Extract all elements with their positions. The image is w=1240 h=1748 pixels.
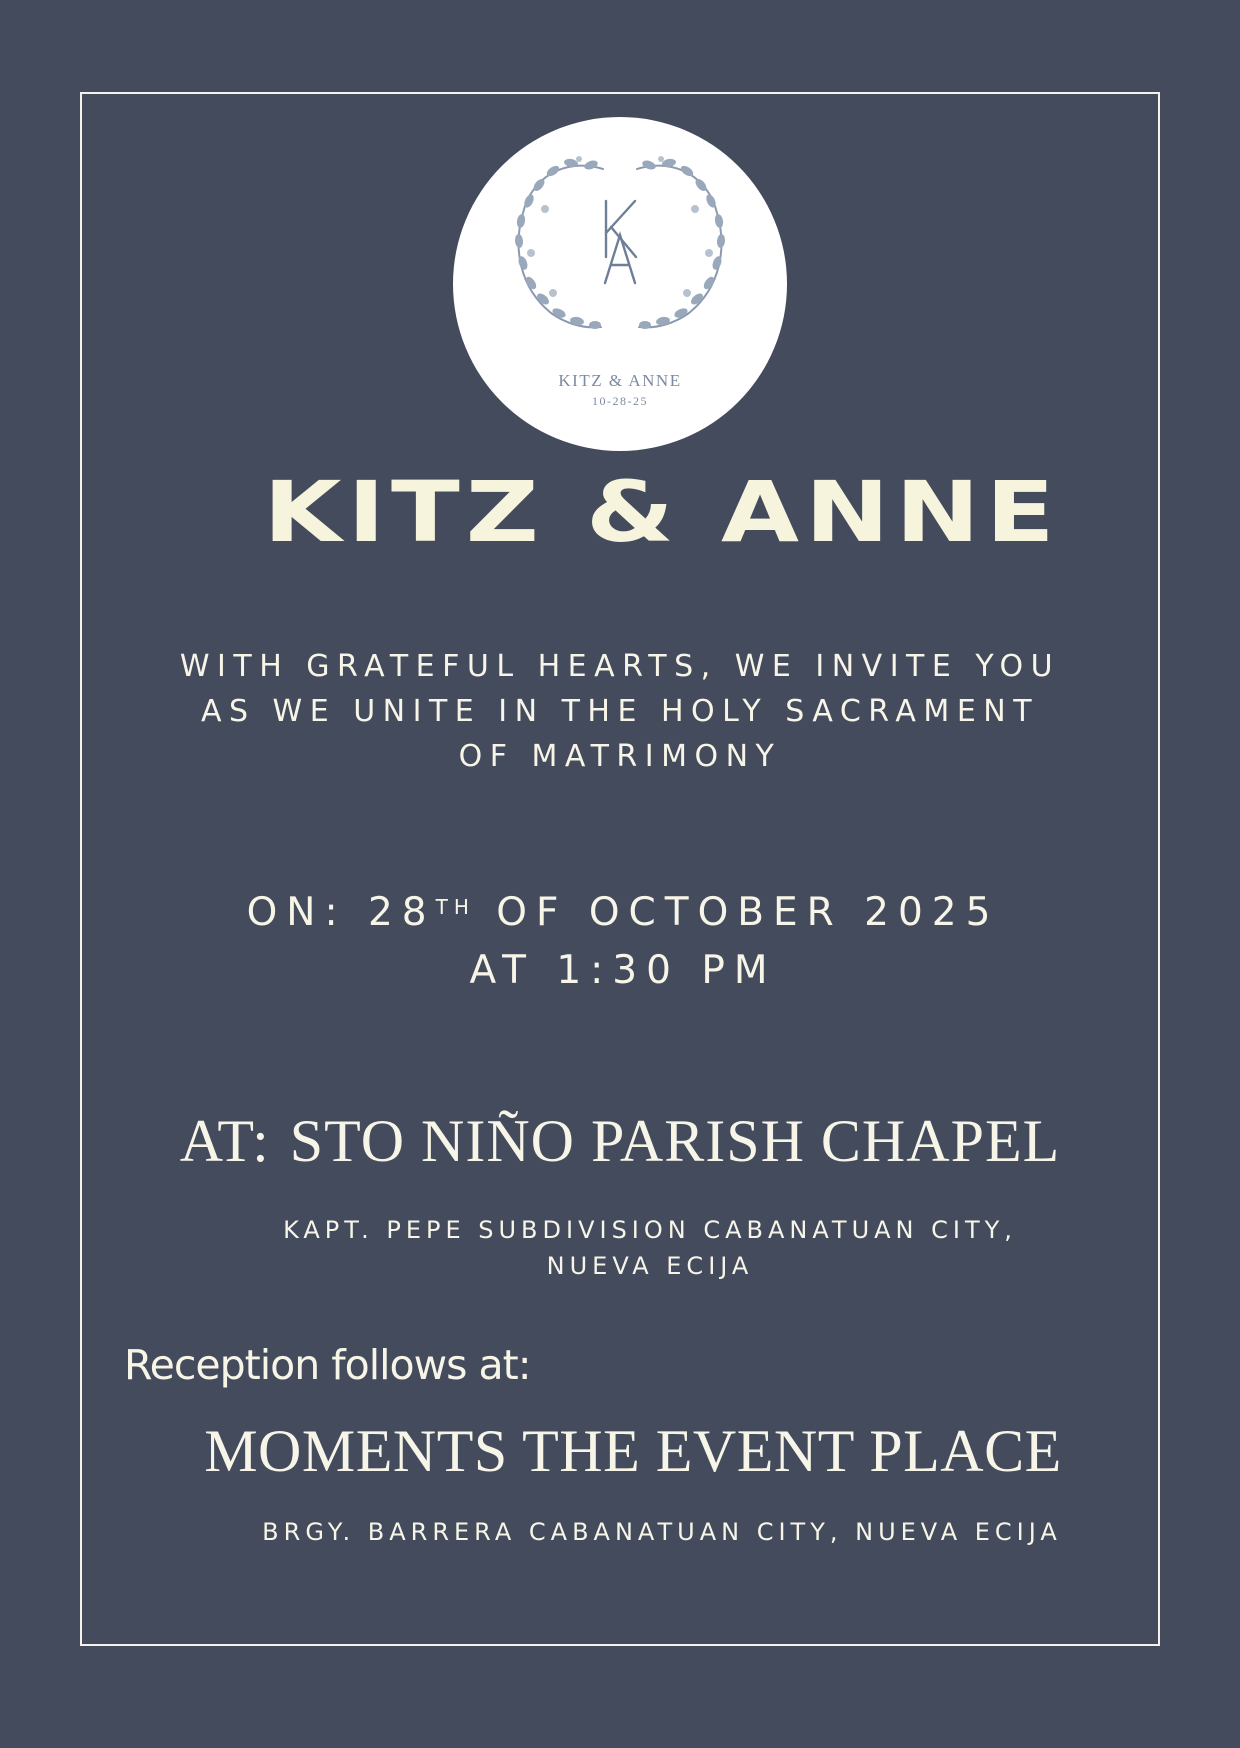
ceremony-address (180, 1212, 1120, 1284)
monogram-date: 10-28-25 (592, 394, 648, 408)
date-ordinal-suffix: TH (435, 895, 475, 919)
wedding-date (86, 884, 1160, 942)
reception-address: BRGY. BARRERA CABANATUAN CITY, NUEVA ECIJA (262, 1518, 1062, 1546)
invitation-line: OF MATRIMONY (458, 739, 782, 774)
date-prefix: ON: 28 (246, 890, 436, 935)
venue-name: STO NIÑO PARISH CHAPEL (289, 1108, 1061, 1174)
reception-label: Reception follows at: (124, 1341, 531, 1389)
address-line: KAPT. PEPE SUBDIVISION CABANATUAN CITY, (283, 1216, 1017, 1244)
wedding-time: AT 1:30 PM (469, 948, 777, 993)
date-rest: OF OCTOBER 2025 (474, 890, 1000, 935)
monogram-emblem (453, 117, 787, 451)
ceremony-venue (80, 1106, 1160, 1176)
wedding-schedule (80, 884, 1160, 1000)
reception-venue: MOMENTS THE EVENT PLACE (204, 1418, 1062, 1484)
monogram-name: KITZ & ANNE (558, 371, 682, 390)
venue-prefix: AT: (179, 1108, 270, 1174)
address-line: NUEVA ECIJA (546, 1252, 754, 1280)
invitation-line: WITH GRATEFUL HEARTS, WE INVITE YOU (179, 649, 1061, 684)
invitation-line: AS WE UNITE IN THE HOLY SACRAMENT (200, 694, 1040, 729)
couple-names: KITZ & ANNE (263, 463, 1061, 561)
invitation-message (80, 644, 1160, 779)
